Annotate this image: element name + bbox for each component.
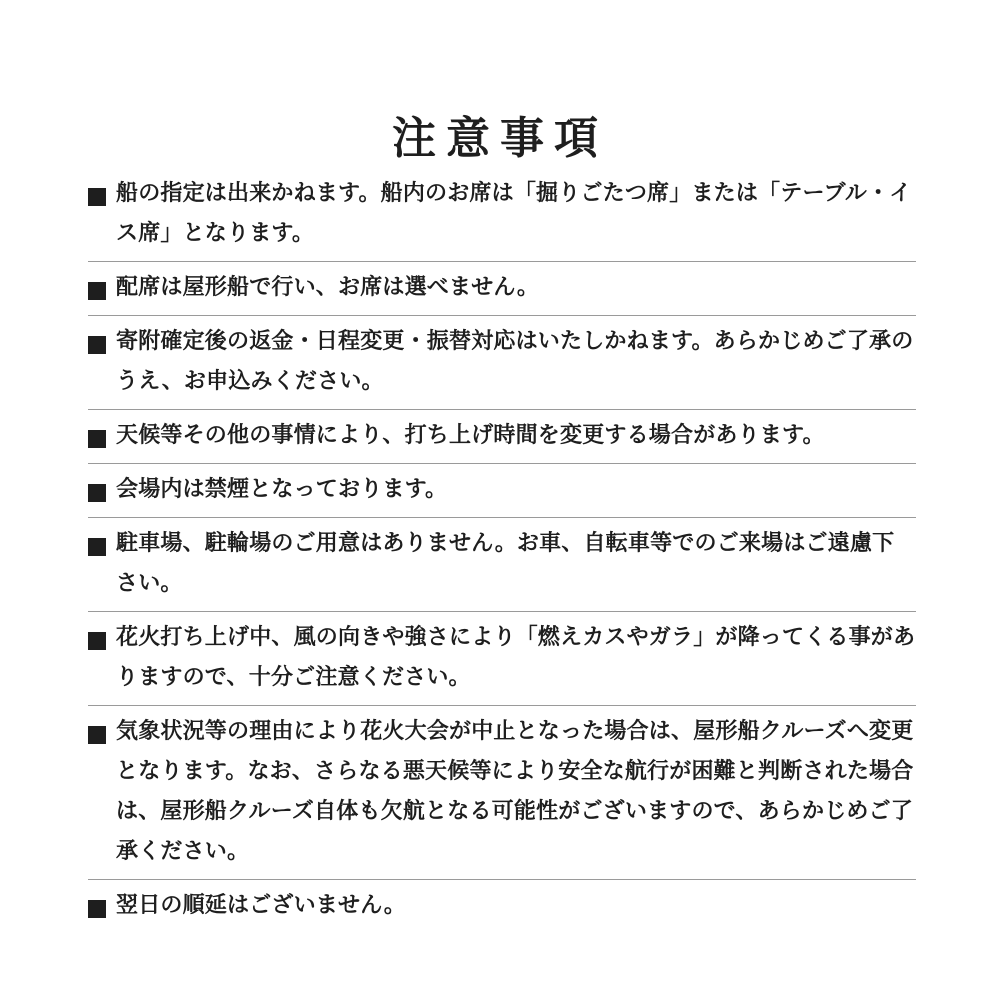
square-bullet-icon (88, 726, 106, 744)
note-text: 駐車場、駐輪場のご用意はありません。お車、自転車等でのご来場はご遠慮下さい。 (116, 531, 895, 596)
note-text: 船の指定は出来かねます。船内のお席は「掘りごたつ席」または「テーブル・イス席」となります。 (116, 181, 912, 246)
note-text: 寄附確定後の返金・日程変更・振替対応はいたしかねます。あらかじめご了承のうえ、お申込みください。 (116, 329, 914, 394)
note-text: 翌日の順延はございません。 (116, 893, 406, 918)
note-text: 花火打ち上げ中、風の向きや強さにより「燃えカスやガラ」が降ってくる事がありますので、十分ご注意ください。 (116, 625, 916, 690)
note-text: 配席は屋形船で行い、お席は選べません。 (116, 275, 540, 300)
note-item (88, 262, 916, 316)
note-item (88, 464, 916, 518)
note-text: 天候等その他の事情により、打ち上げ時間を変更する場合があります。 (116, 423, 825, 448)
note-item (88, 518, 916, 612)
note-text: 気象状況等の理由により花火大会が中止となった場合は、屋形船クルーズへ変更となります。なお、さらなる悪天候等により安全な航行が困難と判断された場合は、屋形船クルーズ自体も欠航となる可能性がございますので、あらかじめご了承ください。 (116, 719, 914, 864)
square-bullet-icon (88, 484, 106, 502)
note-item (88, 316, 916, 410)
note-item (88, 880, 916, 933)
note-item (88, 410, 916, 464)
note-item (88, 168, 916, 262)
square-bullet-icon (88, 430, 106, 448)
square-bullet-icon (88, 188, 106, 206)
square-bullet-icon (88, 900, 106, 918)
square-bullet-icon (88, 538, 106, 556)
note-item (88, 706, 916, 880)
page-title: 注意事項 (392, 113, 608, 165)
notes-list (88, 168, 916, 933)
square-bullet-icon (88, 336, 106, 354)
note-item (88, 612, 916, 706)
square-bullet-icon (88, 282, 106, 300)
note-text: 会場内は禁煙となっております。 (116, 477, 448, 502)
square-bullet-icon (88, 632, 106, 650)
